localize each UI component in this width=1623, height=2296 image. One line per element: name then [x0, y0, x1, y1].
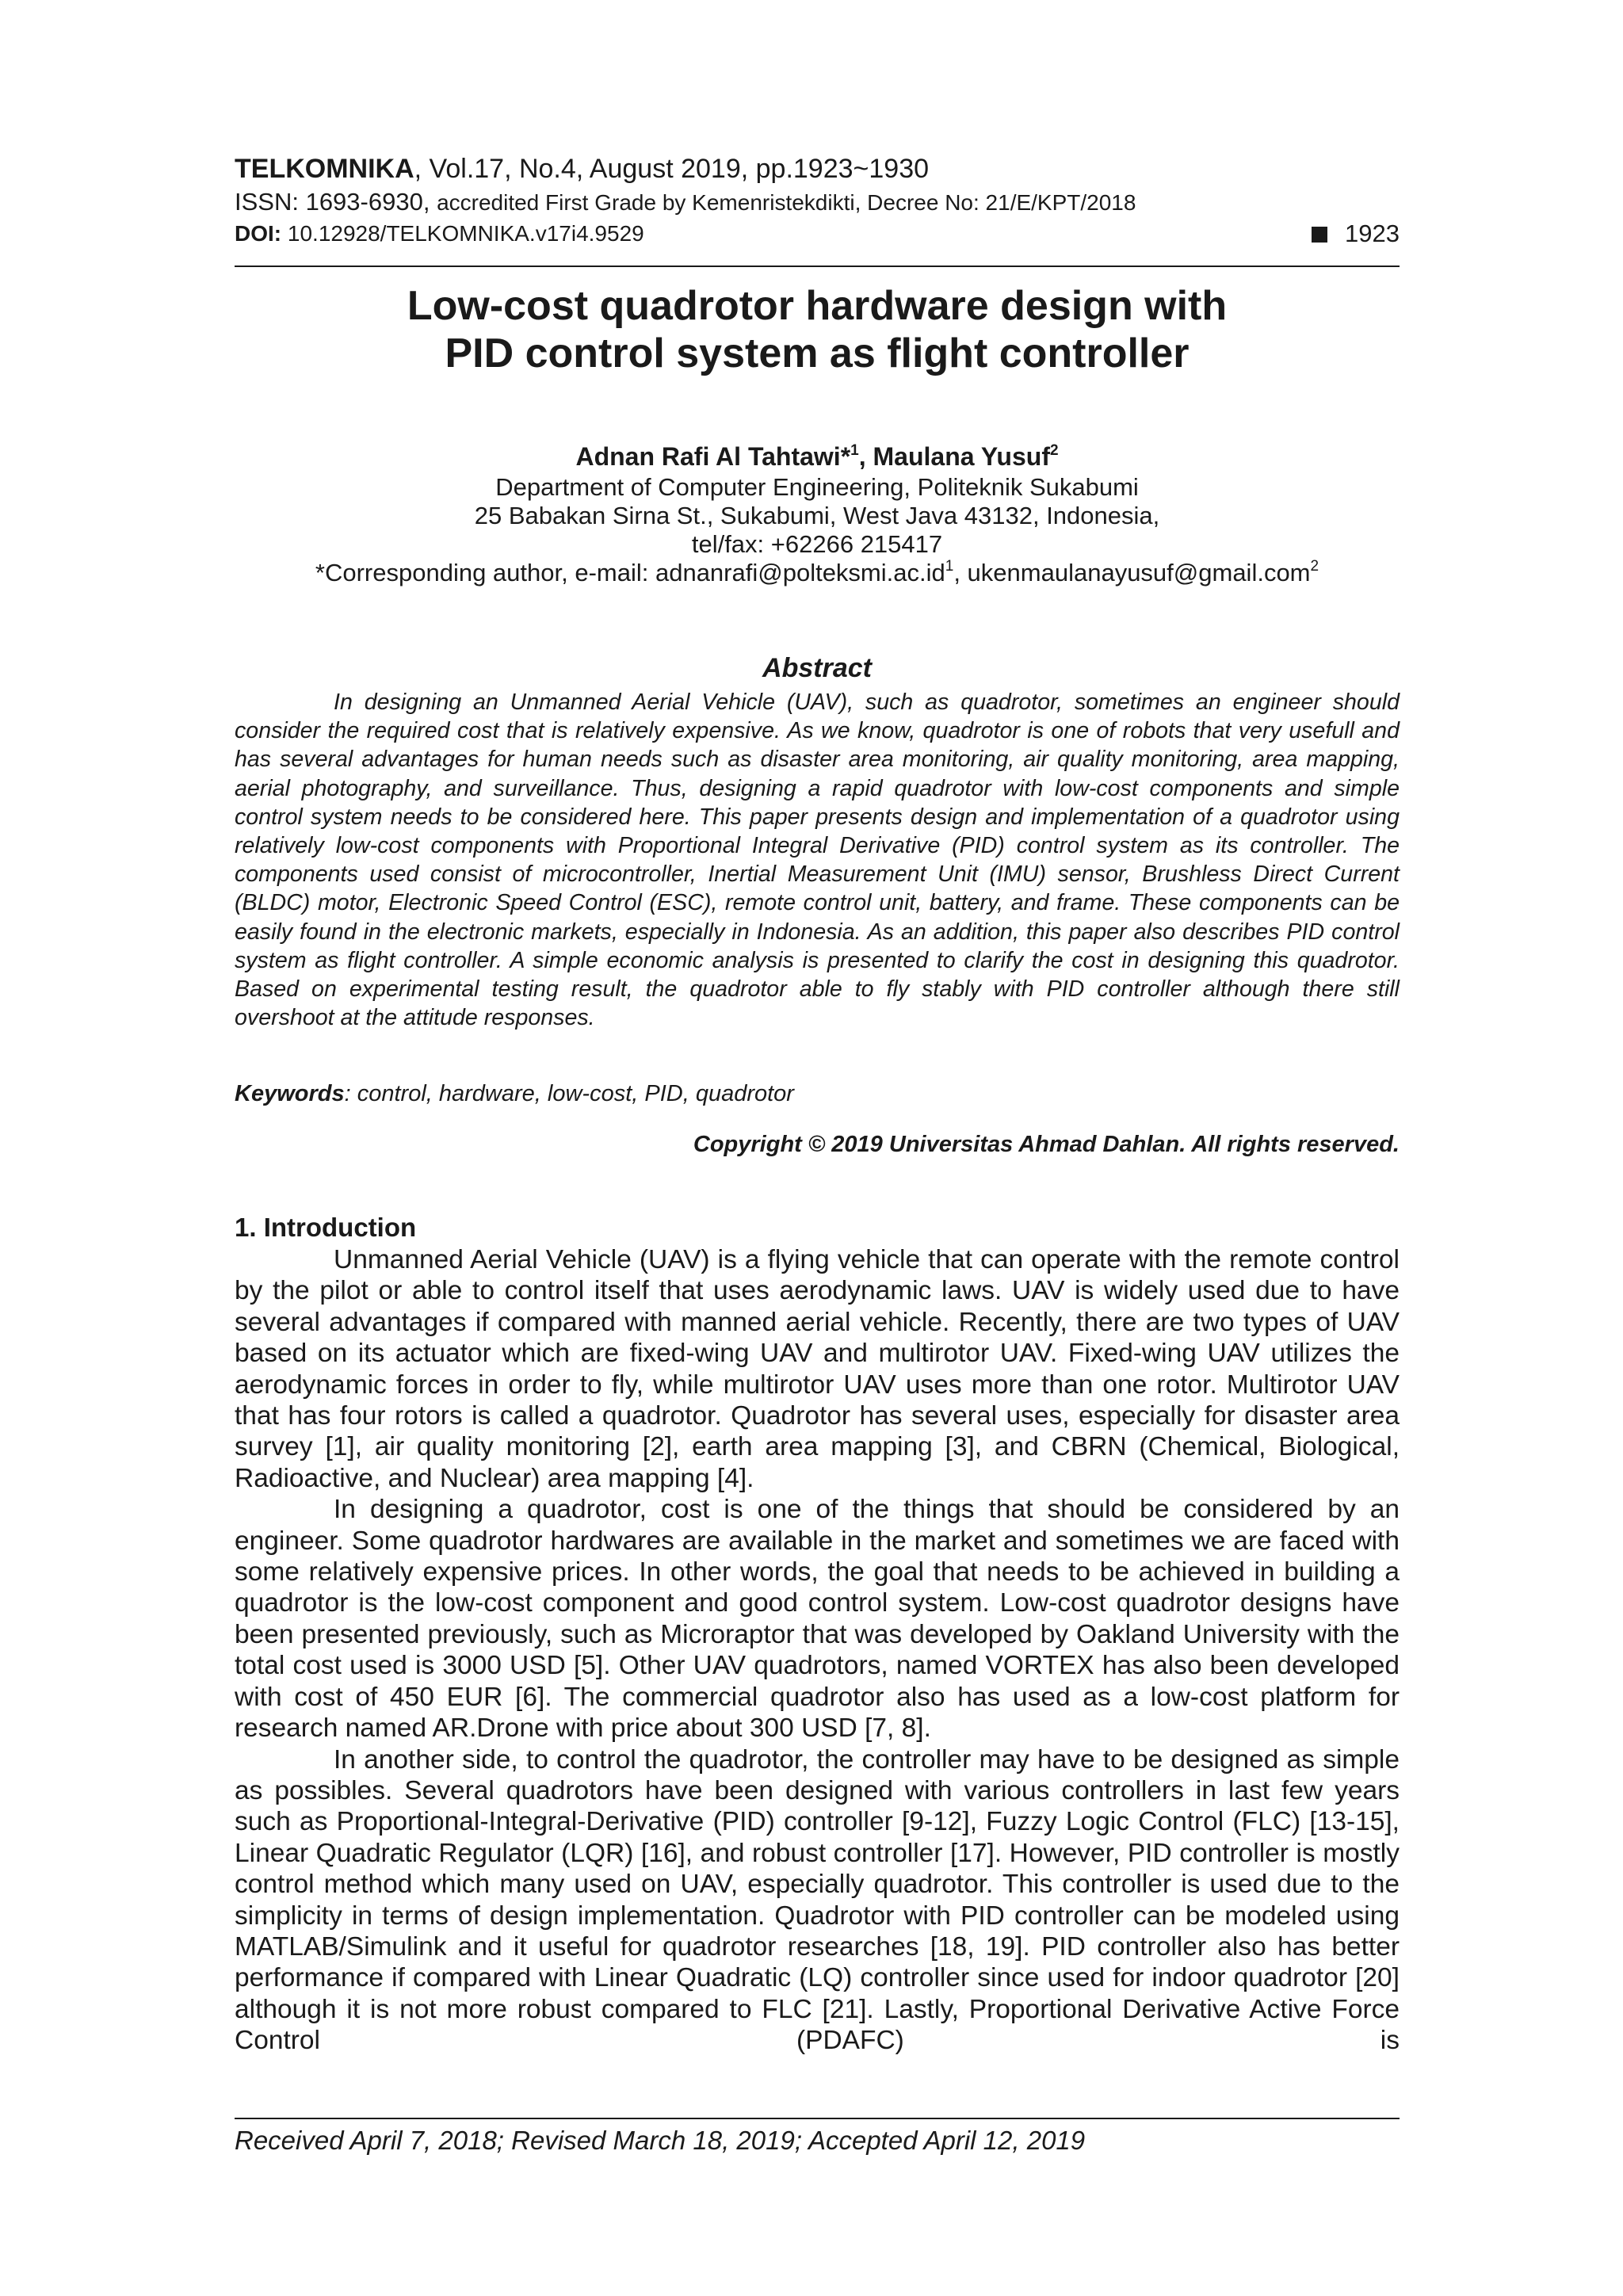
author-1: Adnan Rafi Al Tahtawi* [575, 442, 851, 471]
accreditation: accredited First Grade by Kemenristekdikti, Decree No: 21/E/KPT/2018 [437, 190, 1136, 215]
journal-name: TELKOMNIKA [235, 154, 414, 184]
author-1-sup: 1 [850, 442, 859, 459]
paper-title [235, 282, 1400, 377]
keywords-text: : control, hardware, low-cost, PID, quadrotor [344, 1081, 794, 1106]
running-header-issn [235, 187, 1400, 218]
running-header-journal [235, 154, 1400, 184]
author-separator: , [858, 442, 873, 471]
abstract-text: In designing an Unmanned Aerial Vehicle (UAV), such as quadrotor, sometimes an engineer should consider the required cost that is relatively expensive. As we know, quadrotor is one of robots that very usefull and has several advantages for human needs such as disaster area monitoring, air quality monitoring, area mapping, aerial photography, and surveillance. Thus, designing a rapid quadrotor with low-cost components and simple control system needs to be considered here. This paper presents design and implementation of a quadrotor using relatively low-cost components with Proportional Integral Derivative (PID) control system as its controller. The components used consist of microcontroller, Inertial Measurement Unit (IMU) sensor, Brushless Direct Current (BLDC) motor, Electronic Speed Control (ESC), remote control unit, battery, and frame. These components can be easily found in the electronic markets, especially in Indonesia. As an addition, this paper also describes PID control system as flight controller. A simple economic analysis is presented to clarify the cost in designing this quadrotor. Based on experimental testing result, the quadrotor able to fly stably with PID controller although there still overshoot at the attitude responses. [235, 690, 1400, 1031]
abstract-heading: Abstract [762, 653, 872, 683]
author-block [235, 440, 1400, 587]
header-divider [235, 266, 1400, 267]
doi-value: 10.12928/TELKOMNIKA.v17i4.9529 [281, 221, 644, 246]
affiliation-line-2: 25 Babakan Sirna St., Sukabumi, West Java 43132, Indonesia, [474, 502, 1160, 529]
email-2-sup: 2 [1310, 558, 1319, 575]
intro-paragraph-2: In designing a quadrotor, cost is one of the things that should be considered by an engineer. Some quadrotor hardwares are available in the market and sometimes we are faced with some relatively expensive prices. In other words, the goal that needs to be achieved in building a quadrotor is the low-cost component and good control system. Low-cost quadrotor designs have been presented previously, such as Microraptor that was developed by Oakland University with the total cost used is 3000 USD [5]. Other UAV quadrotors, named VORTEX has also been developed with cost of 450 EUR [6]. The commercial quadrotor also has used as a low-cost platform for research named AR.Drone with price about 300 USD [7, 8]. [235, 1495, 1400, 1744]
title-line-1: Low-cost quadrotor hardware design with [407, 283, 1228, 329]
running-header-doi [235, 219, 1400, 249]
intro-paragraph-1: Unmanned Aerial Vehicle (UAV) is a flying vehicle that can operate with the remote control by the pilot or able to control itself that uses aerodynamic laws. UAV is widely used due to have several advantages if compared with manned aerial vehicle. Recently, there are two types of UAV based on its actuator which are fixed-wing UAV and multirotor UAV. Fixed-wing UAV utilizes the aerodynamic forces in order to fly, while multirotor UAV uses more than one rotor. Multirotor UAV that has four rotors is called a quadrotor. Quadrotor has several uses, especially for disaster area survey [1], air quality monitoring [2], earth area mapping [3], and CBRN (Chemical, Biological, Radioactive, and Nuclear) area mapping [4]. [235, 1245, 1400, 1493]
corresponding-email-1: *Corresponding author, e-mail: adnanrafi@polteksmi.ac.id [315, 559, 945, 586]
affiliation-line-1: Department of Computer Engineering, Politeknik Sukabumi [495, 473, 1139, 501]
doi-label: DOI: [235, 221, 282, 246]
introduction-body [235, 1244, 1400, 2057]
corresponding-author [235, 559, 1400, 587]
intro-paragraph-3: In another side, to control the quadrotor, the controller may have to be designed as simple as possibles. Several quadrotors have been designed with various controllers in last few years such as Proportional-Integral-Derivative (PID) controller [9-12], Fuzzy Logic Control (FLC) [13-15], Linear Quadratic Regulator (LQR) [16], and robust controller [17]. However, PID controller is mostly control method which many used on UAV, especially quadrotor. This controller is used due to the simplicity in terms of design implementation. Quadrotor with PID controller can be modeled using MATLAB/Simulink and it useful for quadrotor researches [18, 19]. PID controller also has better performance if compared with Linear Quadratic (LQ) controller since used for indoor quadrotor [20] although it is not more robust compared to FLC [21]. Lastly, Proportional Derivative Active Force Control (PDAFC) is [235, 1744, 1400, 2056]
corresponding-email-2: , ukenmaulanayusuf@gmail.com [953, 559, 1311, 586]
issn: ISSN: 1693-6930, [235, 188, 437, 216]
received-dates: Received April 7, 2018; Revised March 18, 2019; Accepted April 12, 2019 [235, 2126, 1086, 2155]
keywords [235, 1081, 1400, 1107]
author-2-sup: 2 [1049, 442, 1059, 459]
page-number-group [1312, 219, 1400, 249]
keywords-label: Keywords [235, 1081, 345, 1106]
footer-divider [235, 2118, 1400, 2119]
email-1-sup: 1 [945, 558, 954, 575]
page-number: 1923 [1345, 220, 1400, 247]
telfax: tel/fax: +62266 215417 [691, 530, 943, 558]
copyright-notice: Copyright © 2019 Universitas Ahmad Dahlan. All rights reserved. [693, 1132, 1400, 1157]
section-heading-introduction: 1. Introduction [235, 1213, 417, 1242]
title-line-2: PID control system as flight controller [445, 330, 1190, 376]
square-bullet-icon [1312, 227, 1327, 243]
author-names [235, 440, 1400, 473]
author-2: Maulana Yusuf [873, 442, 1050, 471]
journal-volume: , Vol.17, No.4, August 2019, pp.1923~1930 [414, 154, 930, 184]
